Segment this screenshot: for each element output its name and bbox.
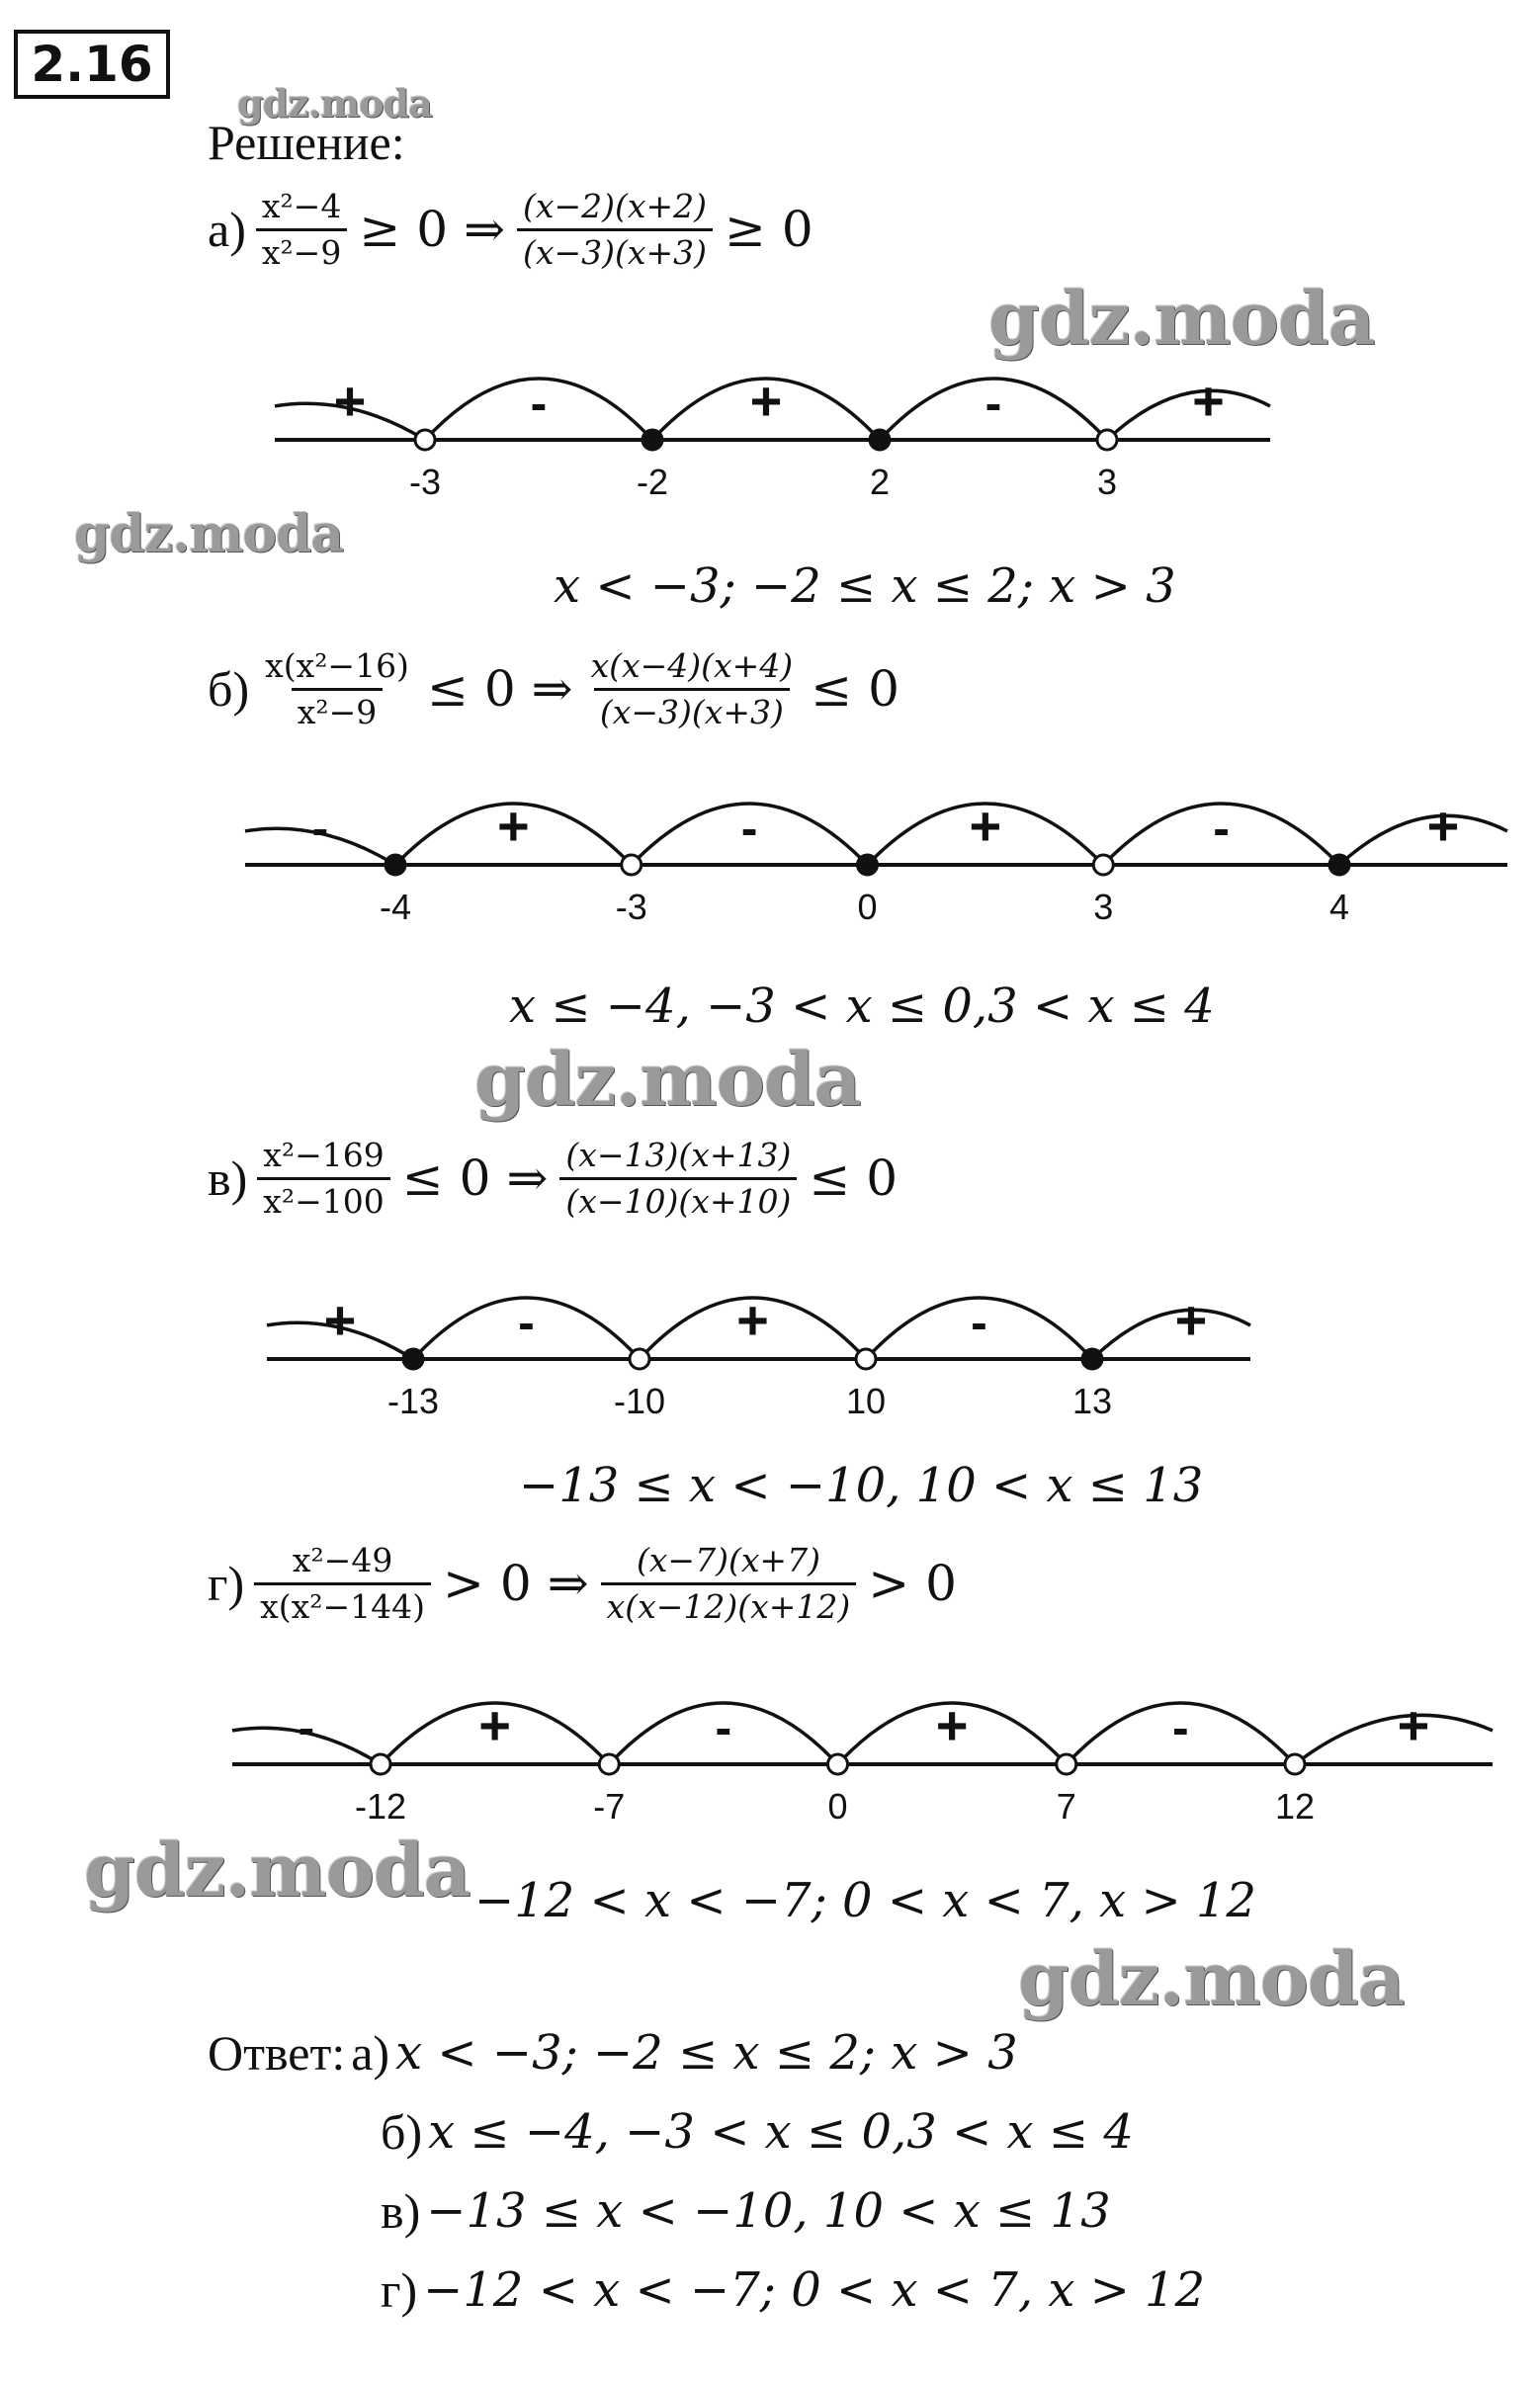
interval-sign: - [740,801,758,856]
numerator: x(x−4)(x+4) [590,646,794,685]
numerator: (x−7)(x+7) [636,1541,820,1579]
zero: 0 [868,660,899,719]
answer-item-label: в) [381,2183,421,2239]
denominator: x²−100 [257,1177,389,1221]
sign-arc [1295,1715,1493,1764]
interval-sign: + [497,795,530,857]
included-point [1329,855,1349,875]
denominator: (x−3)(x+3) [517,228,713,272]
numerator: x²−169 [263,1136,385,1174]
interval-sign: + [333,370,367,432]
included-point [1082,1349,1102,1369]
number-line-b [0,771,1540,939]
interval-sign: - [311,801,329,856]
sign-arc [1107,390,1270,440]
interval-sign: + [736,1289,769,1351]
denominator: x²−9 [292,688,384,731]
denominator: x(x²−144) [254,1582,431,1626]
relation: ≤ [811,660,853,719]
answer-item-text: x < −3; −2 ≤ x ≤ 2; x > 3 [395,2025,1018,2081]
part-label: г) [208,1556,245,1612]
result-b: x ≤ −4, −3 < x ≤ 0,3 < x ≤ 4 [509,978,1215,1034]
interval-sign: - [715,1700,732,1755]
numerator: (x−13)(x+13) [565,1136,792,1174]
interval-sign: + [1426,795,1460,857]
result-c: −13 ≤ x < −10, 10 < x ≤ 13 [519,1458,1204,1513]
relation: > [443,1555,484,1613]
excluded-point [1057,1754,1076,1774]
interval-sign: + [1192,370,1225,432]
problem-number: 2.16 [14,30,170,99]
watermark: gdz.moda [237,81,432,126]
part-label: а) [208,202,246,258]
rhs-fraction [585,647,800,731]
point-label: 0 [857,887,878,927]
equation-a [208,188,821,272]
result-a: x < −3; −2 ≤ x ≤ 2; x > 3 [554,558,1176,614]
sign-arc [1339,815,1507,865]
denominator: x(x−12)(x+12) [601,1582,857,1626]
lhs-fraction [256,188,348,272]
number-line-d [0,1670,1540,1838]
interval-sign: + [1174,1289,1208,1351]
equation-b [208,647,907,731]
interval-sign: - [971,1295,987,1350]
implies: ⇒ [531,660,573,719]
zero: 0 [499,1555,532,1613]
zero: 0 [483,660,516,719]
included-point [385,855,405,875]
part-label: б) [208,661,250,718]
implies: ⇒ [506,1149,549,1208]
implies: ⇒ [464,201,505,259]
result-d: −12 < x < −7; 0 < x < 7, x > 12 [474,1873,1257,1928]
point-label: 10 [845,1381,887,1421]
zero: 0 [781,201,813,259]
lhs-fraction [254,1542,431,1626]
interval-sign: + [1397,1694,1430,1756]
answer-row-b [381,2103,1134,2161]
point-label: -2 [636,462,669,502]
number-line-c [0,1265,1540,1433]
numerator: x²−4 [261,187,342,225]
answer-item-text: −13 ≤ x < −10, 10 < x ≤ 13 [426,2183,1111,2239]
excluded-point [1097,430,1117,450]
numerator: x²−49 [292,1541,393,1579]
watermark: gdz.moda [988,277,1375,362]
solution-label: Решение: [208,115,405,170]
zero: 0 [459,1149,491,1208]
excluded-point [371,1754,390,1774]
relation: > [868,1555,910,1613]
interval-sign: + [323,1289,357,1351]
point-label: 0 [827,1786,848,1827]
zero: 0 [866,1149,898,1208]
included-point [858,855,878,875]
included-point [403,1349,423,1369]
watermark: gdz.moda [1018,1937,1405,2022]
point-label: -10 [613,1381,666,1421]
included-point [642,430,662,450]
part-label: в) [208,1150,248,1207]
lhs-fraction [259,647,415,731]
sign-arc [1092,1310,1250,1359]
point-label: -7 [593,1786,626,1827]
interval-sign: - [1213,801,1230,856]
point-label: 3 [1093,887,1114,927]
answer-row-d [381,2261,1205,2319]
relation: ≤ [809,1149,851,1208]
excluded-point [1285,1754,1305,1774]
excluded-point [622,855,642,875]
point-label: 4 [1328,887,1350,927]
rhs-fraction [559,1137,797,1221]
answer-item-text: x ≤ −4, −3 < x ≤ 0,3 < x ≤ 4 [428,2104,1134,2160]
point-label: -12 [354,1786,407,1827]
point-label: 13 [1071,1381,1113,1421]
answer-item-label: г) [381,2262,418,2318]
interval-sign: + [935,1694,969,1756]
point-label: 12 [1274,1786,1316,1827]
excluded-point [415,430,435,450]
interval-sign: - [530,376,548,431]
rhs-fraction [517,188,713,272]
implies: ⇒ [547,1555,589,1613]
watermark: gdz.moda [474,1038,861,1123]
answer-item-label: б) [381,2104,423,2160]
answer-row-c [381,2182,1111,2240]
interval-sign: - [298,1700,315,1755]
number-line-a [0,346,1540,514]
watermark: gdz.moda [84,1829,471,1914]
point-label: -3 [408,462,442,502]
answer-label: Ответ: [208,2025,346,2081]
lhs-fraction [257,1137,389,1221]
zero: 0 [416,201,449,259]
denominator: (x−10)(x+10) [559,1177,797,1221]
interval-sign: + [749,370,783,432]
point-label: 7 [1056,1786,1076,1827]
numerator: x(x²−16) [265,646,409,685]
relation: ≥ [724,201,766,259]
excluded-point [856,1349,876,1369]
denominator: x²−9 [256,228,348,272]
interval-sign: + [478,1694,511,1756]
included-point [870,430,890,450]
zero: 0 [925,1555,957,1613]
equation-d [208,1542,965,1626]
interval-sign: - [984,376,1002,431]
answer-row-a [208,2024,1018,2082]
interval-sign: - [518,1295,535,1350]
relation: ≤ [426,660,469,719]
point-label: 3 [1096,462,1118,502]
rhs-fraction [601,1542,857,1626]
denominator: (x−3)(x+3) [594,688,790,731]
relation: ≤ [401,1149,444,1208]
excluded-point [599,1754,619,1774]
point-label: 2 [869,462,891,502]
excluded-point [630,1349,649,1369]
point-label: -3 [615,887,647,927]
excluded-point [1093,855,1113,875]
answer-item-label: а) [351,2025,390,2081]
equation-c [208,1137,905,1221]
excluded-point [828,1754,848,1774]
watermark: gdz.moda [74,504,344,564]
interval-sign: + [969,795,1002,857]
interval-sign: - [1172,1700,1189,1755]
answer-item-text: −12 < x < −7; 0 < x < 7, x > 12 [423,2262,1206,2318]
point-label: -4 [379,887,412,927]
point-label: -13 [386,1381,440,1421]
numerator: (x−2)(x+2) [522,187,707,225]
relation: ≥ [359,201,401,259]
